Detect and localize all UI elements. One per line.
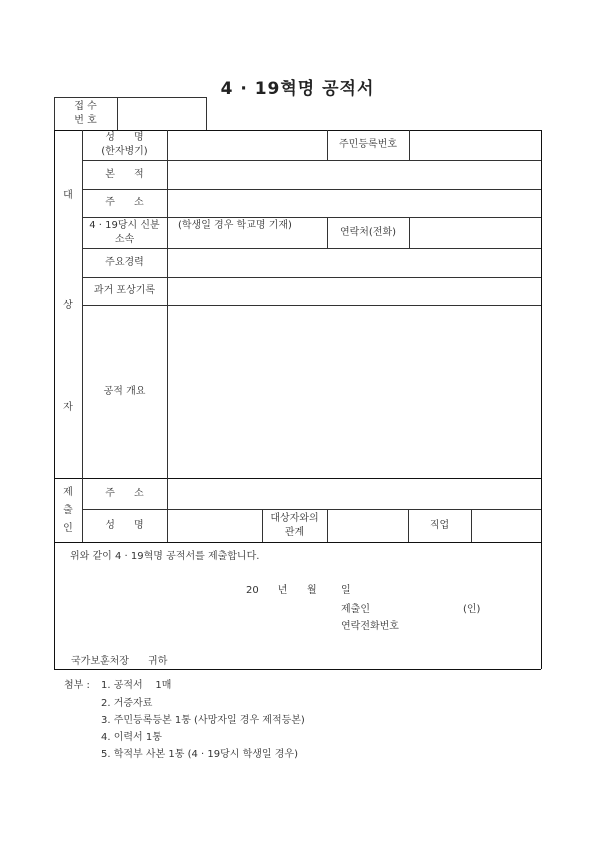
attachment-item: 4. 이력서 1통 xyxy=(101,732,162,743)
submitter-job-field[interactable] xyxy=(472,510,540,541)
declaration-phone-label: 연락전화번호 xyxy=(341,621,399,632)
declaration-statement: 위와 같이 4 · 19혁명 공적서를 제출합니다. xyxy=(70,551,260,562)
subject-origin-label: 본 적 xyxy=(105,168,144,180)
section-subject-char-2: 상 xyxy=(63,300,73,311)
subject-rrn-field[interactable] xyxy=(410,131,540,159)
date-year-label: 20 년 xyxy=(246,585,288,596)
subject-origin-field[interactable] xyxy=(168,161,540,188)
attachment-item: 1. 공적서 1매 xyxy=(101,680,172,691)
date-month-label: 월 xyxy=(307,585,317,596)
subject-award-field[interactable] xyxy=(168,278,540,304)
attachment-item: 2. 거증자료 xyxy=(101,698,153,709)
submitter-relation-field[interactable] xyxy=(328,510,407,541)
submitter-address-field[interactable] xyxy=(168,479,540,508)
subject-contact-field[interactable] xyxy=(410,218,540,247)
section-submitter-char-2: 출 xyxy=(63,505,73,516)
document-title: 4 · 19혁명 공적서 xyxy=(220,79,375,99)
subject-career-label: 주요경력 xyxy=(105,256,144,268)
submitter-relation-label: 대상자와의 관계 xyxy=(270,512,319,538)
subject-status-note: (학생일 경우 학교명 기재) xyxy=(178,220,292,231)
section-subject-char-1: 대 xyxy=(63,190,73,201)
subject-career-field[interactable] xyxy=(168,249,540,276)
section-submitter-char-1: 제 xyxy=(63,487,73,498)
subject-status-label: 4 · 19당시 신분 소속 xyxy=(89,219,160,245)
submitter-job-label: 직업 xyxy=(429,519,450,531)
subject-address-label: 주 소 xyxy=(105,197,144,208)
recipient-label: 국가보훈처장 귀하 xyxy=(71,656,168,667)
submitter-name-label: 성 명 xyxy=(105,519,144,531)
subject-contact-label: 연락처(전화) xyxy=(339,226,397,238)
attachment-item: 3. 주민등록등본 1통 (사망자일 경우 제적등본) xyxy=(101,715,305,726)
subject-name-field[interactable] xyxy=(168,131,326,159)
attachments-prefix: 첨부 : xyxy=(64,680,90,691)
subject-status-field[interactable] xyxy=(168,218,326,247)
subject-rrn-label: 주민등록번호 xyxy=(339,139,397,150)
submitter-address-label: 주 소 xyxy=(105,487,144,499)
subject-address-field[interactable] xyxy=(168,190,540,216)
attachment-item: 5. 학적부 사본 1통 (4 · 19당시 학생일 경우) xyxy=(101,749,298,760)
receipt-number-label: 접 수 번 호 xyxy=(74,100,97,126)
subject-name-label: 성 명 (한자병기) xyxy=(101,132,148,157)
subject-merit-label: 공적 개요 xyxy=(103,385,146,397)
date-day-label: 일 xyxy=(341,585,351,596)
seal-label: (인) xyxy=(463,604,481,615)
subject-merit-field[interactable] xyxy=(168,306,540,477)
section-submitter-char-3: 인 xyxy=(63,523,73,534)
subject-award-label: 과거 포상기록 xyxy=(93,285,156,296)
submitter-name-field[interactable] xyxy=(168,510,261,541)
receipt-number-field[interactable] xyxy=(118,98,205,129)
section-subject-char-3: 자 xyxy=(63,402,73,413)
declaration-submitter-label: 제출인 xyxy=(341,604,370,615)
